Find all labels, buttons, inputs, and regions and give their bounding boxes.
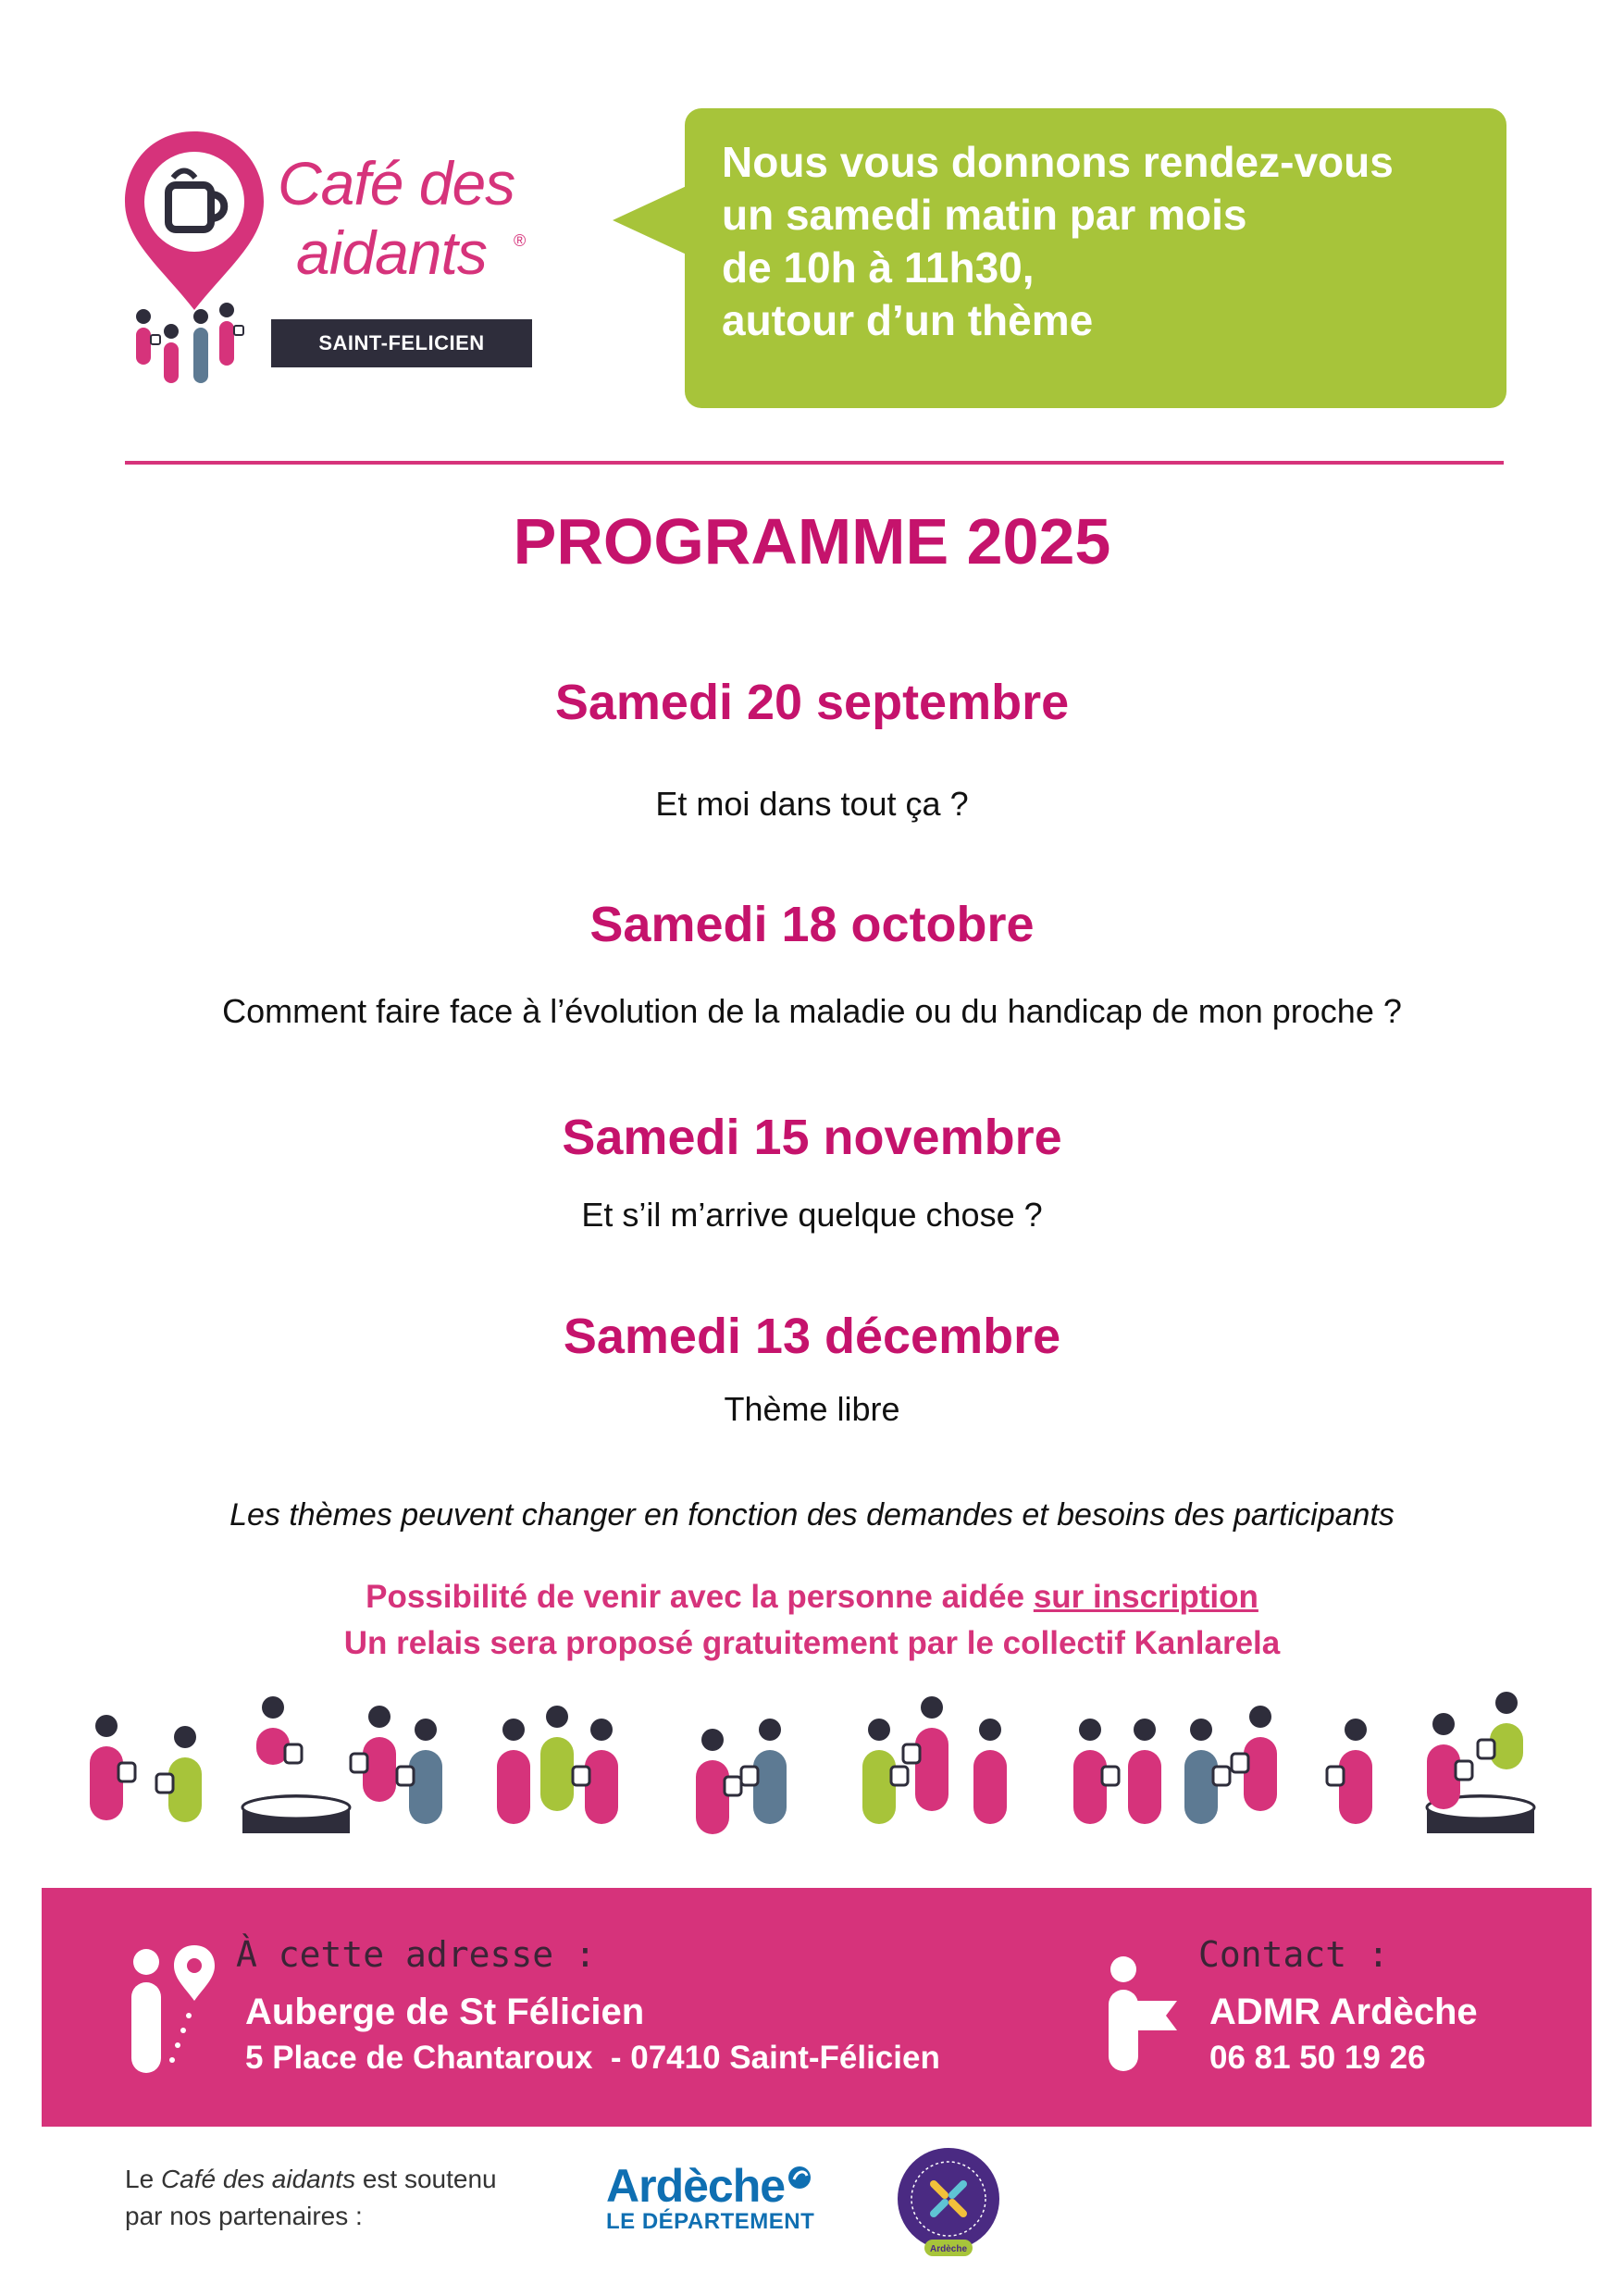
person-icon — [1244, 1737, 1277, 1811]
coffee-cup-icon — [351, 1754, 367, 1772]
event-date: Samedi 20 septembre — [554, 675, 1070, 730]
schedule-speech-bubble — [685, 108, 1506, 408]
coffee-cup-icon — [903, 1744, 920, 1763]
person-icon — [1073, 1750, 1107, 1824]
coffee-cup-icon — [397, 1767, 414, 1785]
commission-financeurs-emblem — [891, 2145, 1007, 2261]
address-line: 5 Place de Chantaroux - 07410 Saint-Félicien — [245, 2040, 940, 2076]
person-icon — [409, 1750, 442, 1824]
coffee-cup-icon — [156, 1774, 173, 1793]
coffee-cup-icon — [741, 1767, 758, 1785]
partners-text — [125, 2161, 497, 2235]
person-icon — [95, 1715, 118, 1737]
event-date: Samedi 18 octobre — [589, 897, 1035, 952]
person-icon — [540, 1737, 574, 1811]
person-icon — [696, 1760, 729, 1834]
inscription-info — [0, 1579, 1624, 1616]
person-icon — [497, 1750, 530, 1824]
header-divider — [125, 461, 1504, 465]
person-icon — [174, 1726, 196, 1748]
person-icon — [701, 1729, 724, 1751]
logo-title-line-1: Café des — [278, 149, 515, 217]
address-heading: À cette adresse : — [236, 1934, 596, 1975]
ardeche-subtitle: LE DÉPARTEMENT — [606, 2209, 815, 2234]
bubble-line: autour d’un thème — [722, 296, 1094, 344]
ardeche-logo-row — [606, 2159, 814, 2213]
event-theme: Et s’il m’arrive quelque chose ? — [581, 1196, 1043, 1234]
partners-text-em: Café des aidants — [160, 2165, 356, 2193]
cfin-badge: Ardèche — [929, 2244, 968, 2254]
person-icon — [1339, 1750, 1372, 1824]
coffee-cup-icon — [891, 1767, 908, 1785]
person-icon — [1432, 1713, 1455, 1735]
coffee-cup-icon — [285, 1744, 302, 1763]
partners-text-line2: par nos partenaires : — [125, 2202, 363, 2230]
event-theme: Comment faire face à l’évolution de la maladie ou du handicap de mon proche ? — [222, 992, 1402, 1030]
coffee-cup-icon — [1327, 1767, 1344, 1785]
person-icon — [753, 1750, 787, 1824]
person-icon — [502, 1719, 525, 1741]
logo-location-tag: SAINT-FELICIEN — [271, 319, 532, 367]
contact-heading: Contact : — [1198, 1934, 1389, 1975]
person-location-icon — [120, 1943, 222, 2082]
person-icon — [979, 1719, 1001, 1741]
people-group — [90, 1692, 1534, 1834]
person-icon — [868, 1719, 890, 1741]
event-date: Samedi 15 novembre — [562, 1110, 1062, 1165]
logo-title-line-2: aidants — [296, 218, 487, 287]
contact-name: ADMR Ardèche — [1209, 1992, 1478, 2032]
coffee-cup-icon — [1102, 1767, 1119, 1785]
bubble-line: de 10h à 11h30, — [722, 243, 1035, 292]
person-icon — [862, 1750, 896, 1824]
cafe-des-aidants-logo — [116, 120, 551, 398]
event-theme: Thème libre — [724, 1390, 900, 1428]
people-illustration — [74, 1689, 1555, 1865]
person-icon — [1190, 1719, 1212, 1741]
person-icon — [973, 1750, 1007, 1824]
person-icon — [759, 1719, 781, 1741]
person-icon — [262, 1696, 284, 1719]
person-icon — [1184, 1750, 1218, 1824]
contact-phone[interactable]: 06 81 50 19 26 — [1209, 2040, 1426, 2076]
event-date: Samedi 13 décembre — [563, 1309, 1061, 1364]
partners-text-suffix: est soutenu — [355, 2165, 497, 2193]
commission-financeurs-logo — [891, 2145, 1007, 2261]
table-shape — [242, 1796, 350, 1818]
coffee-cup-icon — [1232, 1754, 1248, 1772]
person-icon — [415, 1719, 437, 1741]
ardeche-name: Ardèche — [606, 2160, 786, 2212]
person-icon — [546, 1706, 568, 1728]
ardeche-departement-logo — [606, 2159, 814, 2235]
address-name: Auberge de St Félicien — [245, 1992, 645, 2032]
partners-text-prefix: Le — [125, 2165, 161, 2193]
inscription-info-text: Possibilité de venir avec la personne aidée — [366, 1579, 1034, 1615]
person-icon — [1495, 1692, 1518, 1714]
person-icon — [1249, 1706, 1271, 1728]
person-icon — [1128, 1750, 1161, 1824]
bubble-line: Nous vous donnons rendez-vous — [722, 138, 1394, 186]
person-icon — [921, 1696, 943, 1719]
person-icon — [1345, 1719, 1367, 1741]
ardeche-swirl-icon — [787, 2165, 812, 2191]
coffee-cup-icon — [573, 1767, 589, 1785]
location-pin-icon — [116, 120, 273, 389]
person-icon — [1134, 1719, 1156, 1741]
person-speaking-icon — [1101, 1955, 1184, 2075]
inscription-link[interactable]: sur inscription — [1033, 1579, 1258, 1615]
person-icon — [136, 303, 243, 383]
event-theme: Et moi dans tout ça ? — [655, 785, 969, 823]
person-icon — [590, 1719, 613, 1741]
person-icon — [90, 1746, 123, 1820]
registered-mark: ® — [514, 231, 527, 250]
coffee-cup-icon — [725, 1777, 741, 1795]
bubble-line: un samedi matin par mois — [722, 191, 1247, 239]
person-icon — [368, 1706, 391, 1728]
coffee-cup-icon — [1478, 1740, 1494, 1758]
coffee-cup-icon — [118, 1763, 135, 1781]
coffee-cup-icon — [1213, 1767, 1230, 1785]
person-icon — [1079, 1719, 1101, 1741]
themes-note: Les thèmes peuvent changer en fonction des demandes et besoins des participants — [229, 1497, 1395, 1533]
relais-info: Un relais sera proposé gratuitement par le collectif Kanlarela — [343, 1625, 1281, 1661]
speech-bubble-tail — [613, 185, 688, 255]
programme-title: PROGRAMME 2025 — [513, 505, 1111, 577]
person-icon — [585, 1750, 618, 1824]
coffee-cup-icon — [1456, 1761, 1472, 1780]
person-icon — [915, 1728, 948, 1811]
